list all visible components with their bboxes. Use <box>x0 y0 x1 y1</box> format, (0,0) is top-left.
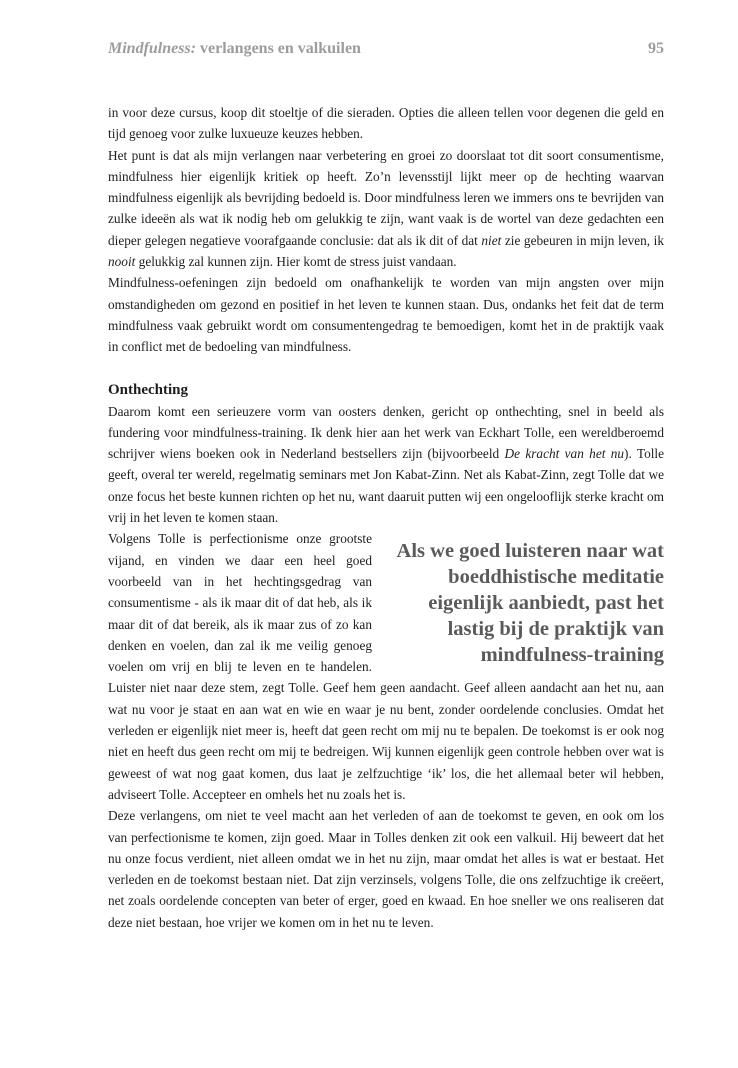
page-number: 95 <box>648 40 664 57</box>
paragraph-4-part-b: ). Tolle geeft, overal ter wereld, regelmatig seminars met Jon Kabat-Zinn. Net als Kabat-Zinn, zegt Tolle dat we onze focus het beste kunnen richten op het nu, want daaruit putten wij een ongelooflijk sterke kracht om vrij in het leven te komen staan. <box>108 446 665 526</box>
body-text <box>108 102 664 933</box>
book-title: De kracht van het nu <box>504 446 625 462</box>
paragraph-4-part-a: Daarom komt een serieuzere vorm van oosters denken, gericht op onthechting, snel in beeld als fundering voor mindfulness-training. Ik denk hier aan het werk van Eckhart Tolle, een wereldberoemd schrijver wiens boeken ook in Nederland bestsellers zijn (bijvoorbeeld <box>108 403 664 462</box>
chapter-title-italic: Mindfulness: <box>108 40 197 57</box>
section-heading: Onthechting <box>108 381 189 398</box>
emphasis-niet: niet <box>481 232 502 248</box>
paragraph-3: Mindfulness-oefeningen zijn bedoeld om onafhankelijk te worden van mijn angsten over mijn omstandigheden om gezond en positief in het leven te kunnen staan. Dus, ondanks het feit dat de term mindfulness vaak gebruikt wordt om consumentengedrag te bemoedigen, komt het in de praktijk vaak in conflict met de bedoeling van mindfulness. <box>108 275 664 355</box>
pull-quote: Als we goed luisteren naar wat boeddhistische meditatie eigenlijk aanbiedt, past het lastig bij de praktijk van mindfulness-training <box>396 540 664 667</box>
paragraph-2-part-c: gelukkig zal kunnen zijn. Hier komt de stress juist vandaan. <box>135 254 457 270</box>
chapter-title <box>108 40 361 58</box>
emphasis-nooit: nooit <box>108 254 136 270</box>
running-header <box>108 40 664 62</box>
paragraph-2 <box>108 145 664 273</box>
paragraph-2-part-a: Het punt is dat als mijn verlangen naar verbetering en groei zo doorslaat tot dit soort consumentisme, mindfulness hier eigenlijk kritiek op heeft. Zo’n levensstijl lijkt meer op de hechting waarvan mindfulness eigenlijk als bevrijding bedoeld is. Door mindfulness leren we immers ons te bevrijden van zulke ideeën als wat ik nodig heb om gelukkig te zijn, want vaak is de wortel van deze gedachten een dieper gelegen negatieve voorafgaande conclusie: dat als ik dit of dat <box>108 147 664 248</box>
paragraph-5 <box>108 528 664 805</box>
paragraph-1: in voor deze cursus, koop dit stoeltje of die sieraden. Opties die alleen tellen voor degenen die geld en tijd genoeg voor zulke luxueuze keuzes hebben. <box>108 105 664 142</box>
paragraph-2-part-b: zie gebeuren in mijn leven, ik <box>501 232 664 248</box>
paragraph-5-text: Volgens Tolle is perfectionisme onze grootste vijand, en vinden we daar een heel goed voorbeeld van in het hechtingsgedrag van consumentisme - als ik maar dit of dat heb, als ik maar dit of dat bereik, als ik maar zus of zo kan denken en voelen, dan zal ik me veilig genoeg voelen om vrij en blij te leven en te handelen. Luister niet naar deze stem, zegt Tolle. Geef hem geen aandacht. Geef alleen aandacht aan het nu, aan wat nu voor je staat en aan wat en wie en waar je nu bent, zonder oordelende conclusies. Omdat het verleden er eigenlijk niet meer is, heeft dat geen recht om mij nu te bepalen. De toekomst is er ook nog niet en heeft dus geen recht om mij te bedreigen. Wij kunnen eigenlijk geen controle hebben over wat is geweest of wat nog gaat komen, dus laat je zelfzuchtige ‘ik’ los, die het allemaal beter wil hebben, adviseert Tolle. Accepteer en omhels het nu zoals het is. <box>108 531 664 802</box>
chapter-title-rest: verlangens en valkuilen <box>196 40 361 57</box>
paragraph-4 <box>108 401 664 529</box>
paragraph-6: Deze verlangens, om niet te veel macht aan het verleden of aan de toekomst te geven, en ook om los van perfectionisme te komen, zijn goed. Maar in Tolles denken zit ook een valkuil. Hij beweert dat het nu onze focus verdient, niet alleen omdat we in het nu zijn, maar omdat het alles is wat er bestaat. Het verleden en de toekomst bestaan niet. Dat zijn verzinsels, volgens Tolle, die ons zelfzuchtige ik creëert, net zoals oordelende concepten van beter of erger, goed en kwaad. En hoe sneller we ons realiseren dat deze niet bestaan, hoe vrijer we komen om in het nu te leven. <box>108 808 664 930</box>
